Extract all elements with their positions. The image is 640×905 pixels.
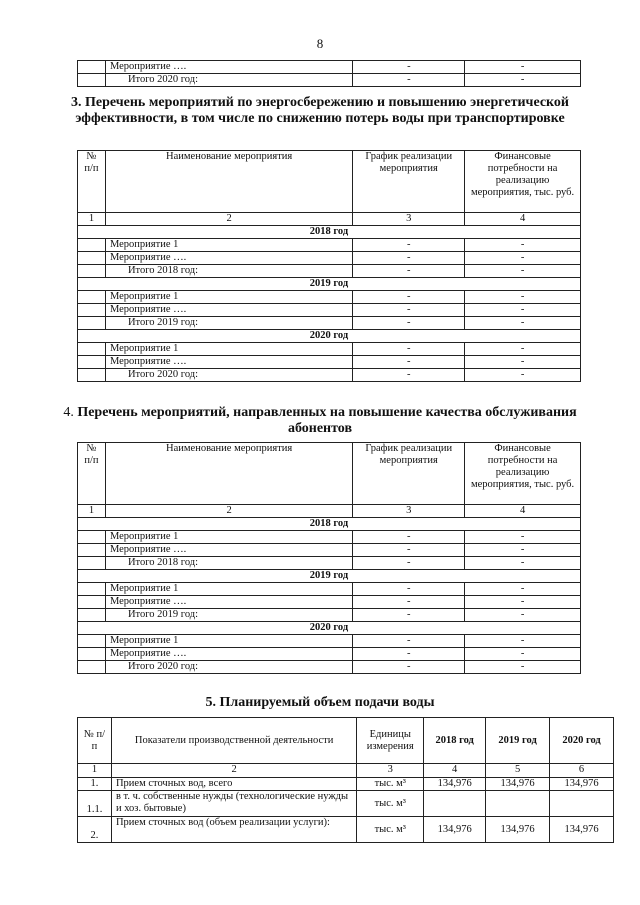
table-row: Мероприятие 1 - - [78, 531, 581, 544]
col-name-header: Наименование мероприятия [105, 151, 352, 213]
table-row: Мероприятие 1 - - [78, 583, 581, 596]
table-row: 2. Прием сточных вод (объем реализации услуги): тыс. м³ 134,976 134,976 134,976 [78, 817, 614, 843]
table-row: Итого 2019 год: - - [78, 609, 581, 622]
table-row [78, 74, 581, 87]
col-finance-header: Финансовые потребности на реализацию мероприятия, тыс. руб. [465, 151, 581, 213]
col-2019-header: 2019 год [486, 718, 550, 764]
header-row [78, 443, 581, 505]
section-5-table [77, 717, 614, 843]
event-total: Итого 2020 год: [105, 74, 353, 87]
continuation-table [77, 60, 581, 87]
table-row: Мероприятие 1 - - [78, 291, 581, 304]
column-numbers-row: 1 2 3 4 [78, 505, 581, 518]
col-2018-header: 2018 год [424, 718, 486, 764]
header-row [78, 151, 581, 213]
section-3-table [77, 150, 581, 382]
table-row [78, 61, 581, 74]
table-row: Мероприятие 1 - - [78, 635, 581, 648]
table-row: Итого 2020 год: - - [78, 369, 581, 382]
table-row: Итого 2020 год: - - [78, 661, 581, 674]
column-numbers-row: 1 2 3 4 [78, 213, 581, 226]
table-row: Мероприятие …. - - [78, 252, 581, 265]
col-name-header: Наименование мероприятия [105, 443, 352, 505]
table-row: Мероприятие 1 - - [78, 239, 581, 252]
table-row: Мероприятие …. - - [78, 648, 581, 661]
column-numbers-row: 1 2 3 4 5 6 [78, 764, 614, 778]
table-row: Мероприятие …. - - [78, 596, 581, 609]
table-row: 1. Прием сточных вод, всего тыс. м³ 134,976 134,976 134,976 [78, 778, 614, 791]
col-schedule-header: График реализации мероприятия [353, 443, 465, 505]
table-row: Итого 2018 год: - - [78, 265, 581, 278]
year-row: 2018 год [78, 518, 581, 531]
table-row: Мероприятие …. - - [78, 304, 581, 317]
col-unit-header: Единицы измерения [357, 718, 424, 764]
page-number: 8 [316, 36, 324, 51]
section-4-number: 4. [63, 405, 74, 420]
year-row: 2019 год [78, 278, 581, 291]
year-row: 2020 год [78, 622, 581, 635]
section-4-table [77, 442, 581, 674]
event-schedule: - [353, 61, 465, 74]
section-4-title [60, 405, 580, 437]
year-row: 2020 год [78, 330, 581, 343]
section-5-title: 5. Планируемый объем подачи воды [205, 695, 435, 710]
event-finance: - [465, 74, 581, 87]
col-no-header: № п/п [78, 718, 112, 764]
event-name: Мероприятие …. [105, 61, 353, 74]
year-row: 2018 год [78, 226, 581, 239]
table-row: Мероприятие …. - - [78, 356, 581, 369]
col-no-header: № п/п [78, 151, 106, 213]
col-schedule-header: График реализации мероприятия [353, 151, 465, 213]
year-row: 2019 год [78, 570, 581, 583]
table-row: Мероприятие 1 - - [78, 343, 581, 356]
event-schedule: - [353, 74, 465, 87]
header-row [78, 718, 614, 764]
table-row: 1.1. в т. ч. собственные нужды (технологические нужды и хоз. бытовые) тыс. м³ [78, 791, 614, 817]
col-indicator-header: Показатели производственной деятельности [111, 718, 356, 764]
section-3-title: 3. Перечень мероприятий по энергосбережению и повышению энергетической эффективности, в том числе по снижению потерь воды при транспортировке [70, 95, 570, 126]
table-row: Итого 2019 год: - - [78, 317, 581, 330]
col-no-header: № п/п [78, 443, 106, 505]
col-2020-header: 2020 год [550, 718, 614, 764]
event-finance: - [465, 61, 581, 74]
col-finance-header: Финансовые потребности на реализацию мероприятия, тыс. руб. [465, 443, 581, 505]
section-4-title-text: Перечень мероприятий, направленных на повышение качества обслуживания абонентов [77, 405, 577, 436]
table-row: Мероприятие …. - - [78, 544, 581, 557]
table-row: Итого 2018 год: - - [78, 557, 581, 570]
